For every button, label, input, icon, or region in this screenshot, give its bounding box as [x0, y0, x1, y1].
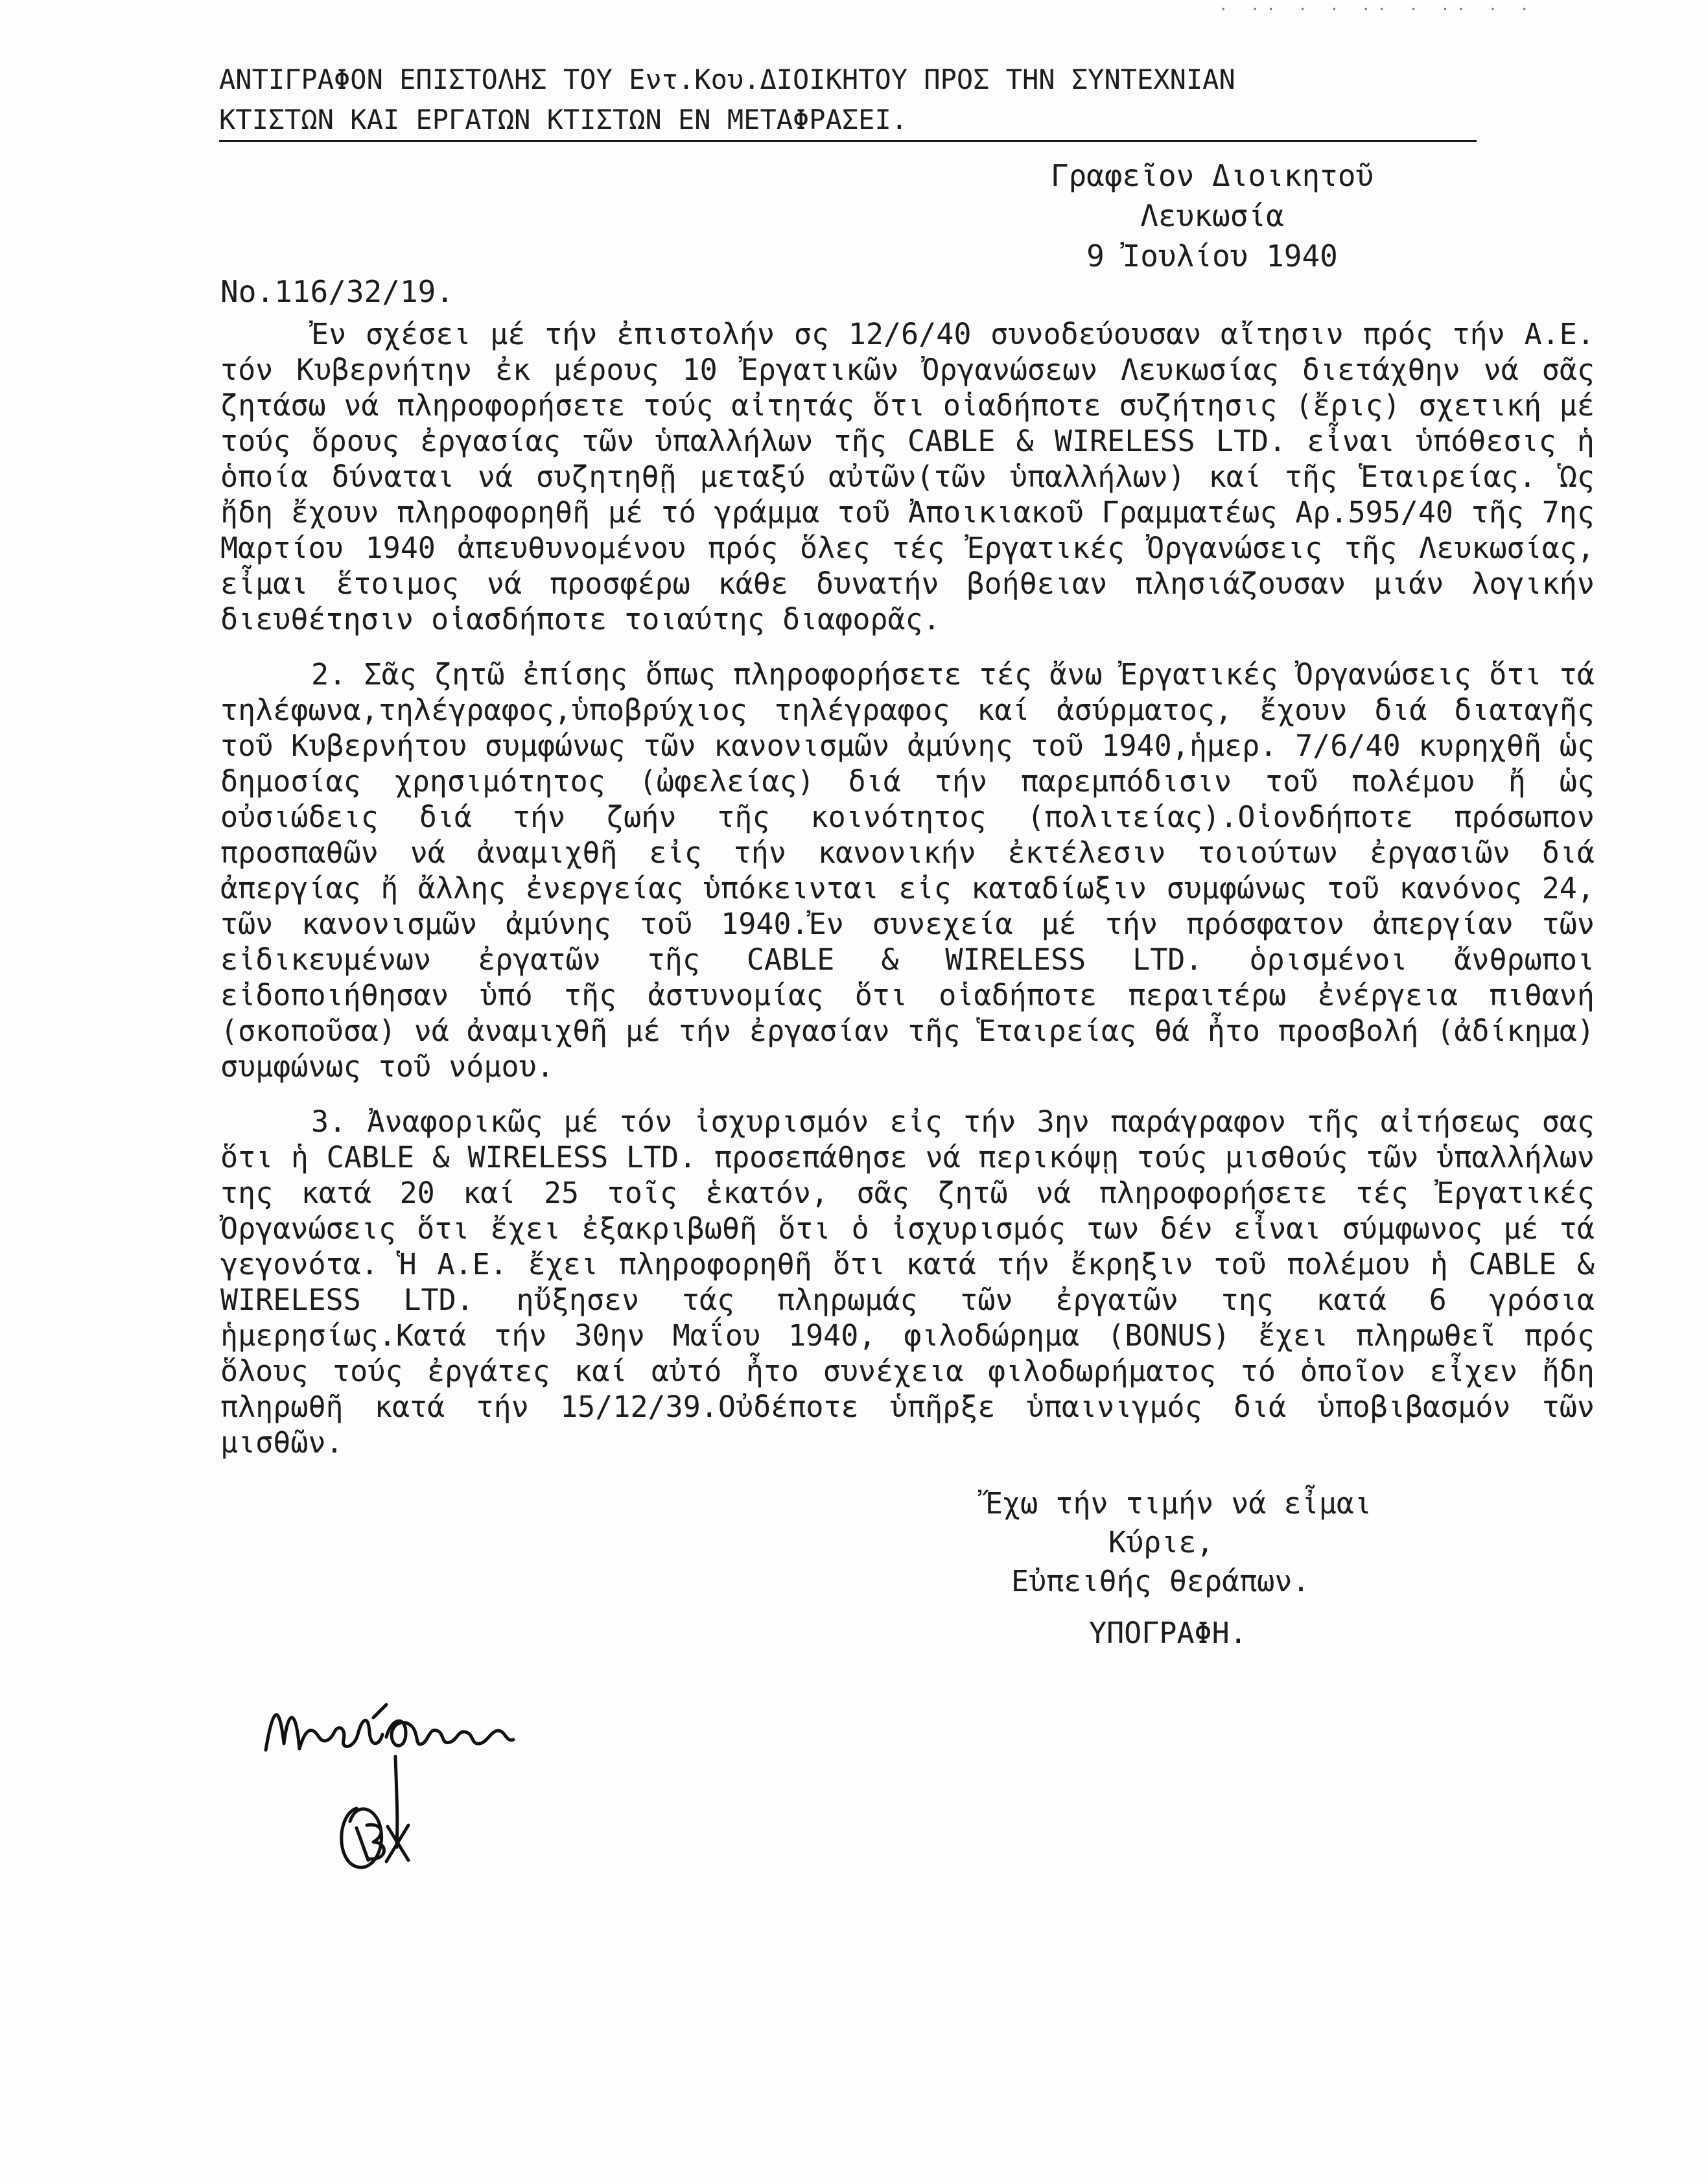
office-block — [953, 156, 1471, 276]
paragraph-3: 3. Ἀναφορικῶς μέ τόν ἰσχυρισμόν εἰς τήν 3ην παράγραφον τῆς αἰτήσεως σας ὅτι ἡ CABLE & WIRELESS LTD. προσεπάθησε νά περικόψῃ τούς μισθούς τῶν ὑπαλλήλων της κατά 20 καί 25 τοῖς ἑκατόν, σᾶς ζητῶ νά πληροφορήσετε τές Ἐργατικές Ὀργανώσεις ὅτι ἔχει ἐξακριβωθῆ ὅτι ὁ ἰσχυρισμός των δέν εἶναι σύμφωνος μέ τά γεγονότα. Ἡ Α.Ε. ἔχει πληροφορηθῆ ὅτι κατά τήν ἔκρηξιν τοῦ πολέμου ἡ CABLE & WIRELESS LTD. ηὔξησεν τάς πληρωμάς τῶν ἐργατῶν της κατά 6 γρόσια ἡμερησίως.Κατά τήν 30ην Μαΐου 1940, φιλοδώρημα (BONUS) ἔχει πληρωθεῖ πρός ὅλους τούς ἐργάτες καί αὐτό ἦτο συνέχεια φιλοδωρήματος τό ὁποῖον εἶχεν ἤδη πληρωθῆ κατά τήν 15/12/39.Οὐδέποτε ὑπῆρξε ὑπαινιγμός διά ὑποβιβασμόν τῶν μισθῶν. — [220, 1104, 1595, 1460]
letter-date: 9 Ἰουλίου 1940 — [1086, 239, 1338, 274]
document-heading — [219, 60, 1477, 142]
closing-block — [985, 1484, 1452, 1653]
paragraph-2: 2. Σᾶς ζητῶ ἐπίσης ὅπως πληροφορήσετε τές ἄνω Ἐργατικές Ὀργανώσεις ὅτι τά τηλέφωνα,τηλέγραφος,ὑποβρύχιος τηλέγραφος καί ἀσύρματος, ἔχουν διά διαταγῆς τοῦ Κυβερνήτου συμφώνως τῶν κανονισμῶν ἀμύνης τοῦ 1940,ἡμερ. 7/6/40 κυρηχθῆ ὡς δημοσίας χρησιμότητος (ὠφελείας) διά τήν παρεμπόδισιν τοῦ πολέμου ἤ ὡς οὐσιώδεις διά τήν ζωήν τῆς κοινότητος (πολιτείας).Οἱονδήποτε πρόσωπον προσπαθῶν νά ἀναμιχθῆ εἰς τήν κανονικήν ἐκτέλεσιν τοιούτων ἐργασιῶν διά ἀπεργίας ἤ ἄλλης ἐνεργείας ὑπόκεινται εἰς καταδίωξιν συμφώνως τοῦ κανόνος 24, τῶν κανονισμῶν ἀμύνης τοῦ 1940.Ἐν συνεχεία μέ τήν πρόσφατον ἀπεργίαν τῶν εἰδικευμένων ἐργατῶν τῆς CABLE & WIRELESS LTD. ὁρισμένοι ἄνθρωποι εἰδοποιήθησαν ὑπό τῆς ἀστυνομίας ὅτι οἱαδήποτε περαιτέρω ἐνέργεια πιθανή (σκοποῦσα) νά ἀναμιχθῆ μέ τήν ἐργασίαν τῆς Ἑταιρείας θά ἦτο προσβολή (ἀδίκημα) συμφώνως τοῦ νόμου. — [220, 657, 1595, 1084]
office-city: Λευκωσία — [1140, 198, 1284, 233]
closing-line-1: Ἔχω τήν τιμήν νά εἶμαι — [985, 1486, 1372, 1521]
office-name: Γραφεῖον Διοικητοῦ — [1050, 158, 1374, 193]
heading-line-2: ΚΤΙΣΤΩΝ ΚΑΙ ΕΡΓΑΤΩΝ ΚΤΙΣΤΩΝ ΕΝ ΜΕΤΑΦΡΑΣΕΙ. — [219, 104, 908, 135]
reference-number: No.116/32/19. — [220, 274, 454, 309]
heading-line-1: ΑΝΤΙΓΡΑΦΟΝ ΕΠΙΣΤΟΛΗΣ ΤΟΥ Εντ.Κου.ΔΙΟΙΚΗΤΟΥ ΠΡΟΣ ΤΗΝ ΣΥΝΤΕΧΝΙΑΝ — [219, 64, 1235, 95]
heading-underline — [219, 140, 1477, 142]
handwritten-signature — [259, 1672, 532, 1906]
closing-line-3: Εὐπειθής θεράπων. — [1011, 1564, 1310, 1598]
signature-label: ΥΠΟΓΡΑΦΗ. — [1089, 1616, 1247, 1650]
signature-drawing — [259, 1672, 532, 1906]
closing-line-2: Κύριε, — [1108, 1525, 1214, 1559]
scan-specks: · ·· · · ·· · ·· · · — [1219, 0, 1536, 18]
letter-body — [220, 316, 1595, 1480]
paragraph-1: Ἐν σχέσει μέ τήν ἐπιστολήν σς 12/6/40 συνοδεύουσαν αἴτησιν πρός τήν Α.Ε. τόν Κυβερνήτην ἐκ μέρους 10 Ἐργατικῶν Ὀργανώσεων Λευκωσίας διετάχθην νά σᾶς ζητάσω νά πληροφορήσετε τούς αἰτητάς ὅτι οἱαδήποτε συζήτησις (ἔρις) σχετική μέ τούς ὅρους ἐργασίας τῶν ὑπαλλήλων τῆς CABLE & WIRELESS LTD. εἶναι ὑπόθεσις ἡ ὁποία δύναται νά συζητηθῇ μεταξύ αὐτῶν(τῶν ὑπαλλήλων) καί τῆς Ἑταιρείας. Ὡς ἤδη ἔχουν πληροφορηθῆ μέ τό γράμμα τοῦ Ἀποικιακοῦ Γραμματέως Αρ.595/40 τῆς 7ης Μαρτίου 1940 ἀπευθυνομένου πρός ὅλες τές Ἐργατικές Ὀργανώσεις τῆς Λευκωσίας, εἶμαι ἕτοιμος νά προσφέρω κάθε δυνατήν βοήθειαν πλησιάζουσαν μιάν λογικήν διευθέτησιν οἱασδήποτε τοιαύτης διαφορᾶς. — [220, 317, 1595, 636]
